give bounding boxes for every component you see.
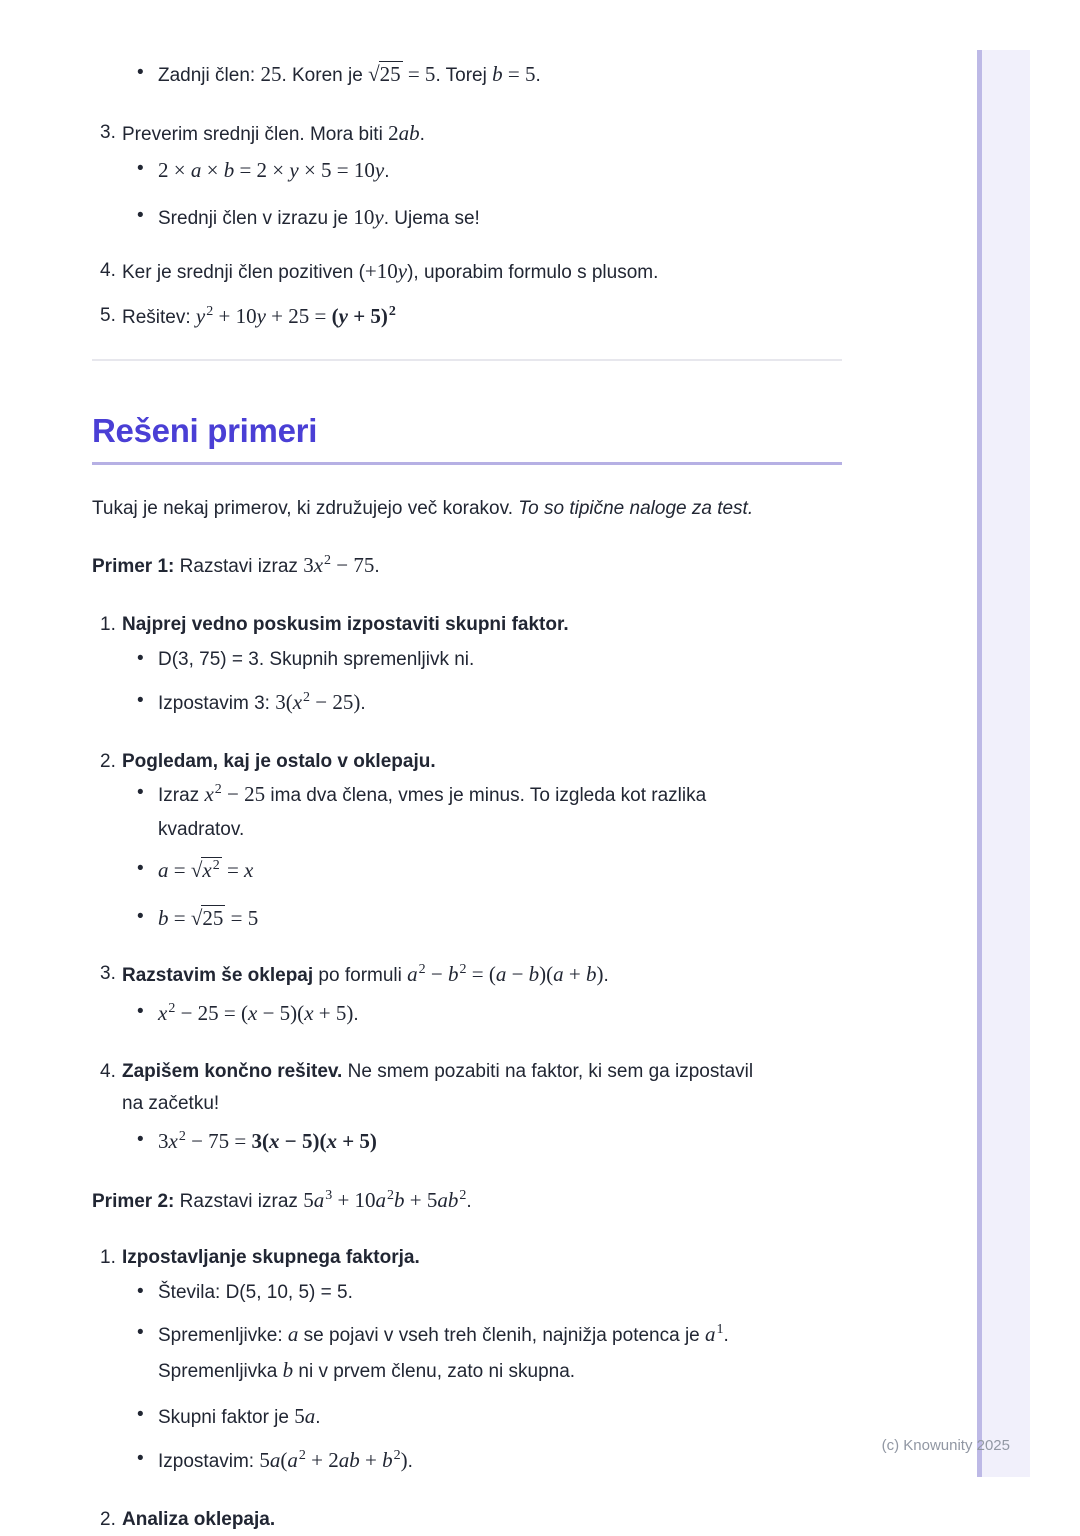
text-run: ), uporabim formulo s plusom.	[407, 262, 659, 283]
item-number: 5.	[100, 305, 116, 326]
item-text	[122, 751, 436, 772]
math-variable: y	[256, 304, 266, 328]
bold-superscript: 2	[388, 304, 396, 319]
item-text	[158, 1001, 359, 1025]
math-run: =	[168, 906, 191, 930]
superscript: 3	[325, 1188, 333, 1203]
math-run: 2 ×	[158, 158, 191, 182]
math-variable: y	[397, 259, 408, 283]
math-run: −	[425, 962, 448, 986]
bullet-icon: •	[137, 648, 144, 669]
list-item	[92, 644, 842, 676]
item-text	[122, 259, 659, 283]
text-run: Zadnji člen:	[158, 65, 261, 86]
math-run: +	[563, 962, 587, 986]
list-item	[92, 1444, 842, 1480]
bullet-icon: •	[137, 782, 144, 803]
math-run: − 75 =	[185, 1129, 252, 1153]
text-run: .	[603, 965, 609, 986]
math-run: + 2	[305, 1448, 339, 1472]
item-number: 2.	[100, 1509, 116, 1530]
math-run: (	[280, 1448, 288, 1472]
item-number: 1.	[100, 1247, 116, 1268]
bold-math-run: − 5)(	[279, 1129, 327, 1153]
bold-math-run: (	[331, 304, 339, 328]
sqrt-expression	[190, 858, 222, 882]
superscript: 2	[459, 1188, 467, 1203]
item-text	[122, 962, 609, 986]
math-run: 25	[202, 906, 224, 930]
math-variable: x	[168, 1129, 178, 1153]
text-run: Skupni faktor je	[158, 1407, 295, 1428]
content-column	[92, 46, 842, 1536]
bullet-icon: •	[137, 858, 144, 879]
list-item	[92, 1400, 842, 1434]
math-run: + 25 =	[265, 304, 332, 328]
item-text	[158, 649, 474, 670]
item-number: 3.	[100, 122, 116, 143]
bold-text-run: Izpostavljanje skupnega faktorja.	[122, 1247, 420, 1268]
item-text	[158, 1129, 377, 1153]
superscript: 2	[387, 1188, 395, 1203]
math-run: − 25 = (	[175, 1001, 249, 1025]
text-run: Izpostavim 3:	[158, 693, 276, 714]
text-run: .	[723, 1325, 729, 1346]
math-run: − 75	[331, 553, 375, 577]
text-run: Razstavi izraz	[174, 1191, 304, 1212]
math-variable: b	[528, 962, 540, 986]
superscript: 1	[716, 1322, 724, 1337]
bold-math-variable: x	[326, 1129, 337, 1153]
math-run: 25	[379, 62, 401, 86]
numbered-item	[92, 1504, 842, 1536]
math-run: −	[506, 962, 529, 986]
item-text	[158, 205, 480, 229]
text-run: se pojavi v vseh treh členih, najnižja potenca je	[298, 1325, 706, 1346]
superscript: 2	[178, 1129, 186, 1144]
math-run: × 5 = 10	[298, 158, 375, 182]
item-text	[158, 690, 366, 714]
math-run: − 25)	[310, 690, 361, 714]
math-variable: b	[492, 62, 503, 86]
text-run: Preverim srednji člen. Mora biti	[122, 124, 389, 145]
math-variable: y	[195, 304, 206, 328]
superscript: 2	[459, 962, 467, 977]
text-run: Tukaj je nekaj primerov, ki združujejo več korakov.	[92, 498, 519, 519]
math-run: + 5)	[313, 1001, 354, 1025]
text-run: .	[315, 1407, 321, 1428]
item-text	[158, 1282, 353, 1303]
text-run: .	[407, 1451, 413, 1472]
math-run: + 5	[404, 1188, 438, 1212]
math-variable: a	[375, 1188, 387, 1212]
bullet-icon: •	[137, 1001, 144, 1022]
numbered-item	[92, 1056, 842, 1120]
math-variable: a	[287, 1322, 299, 1346]
bold-text-run: Najprej vedno poskusim izpostaviti skupni faktor.	[122, 614, 569, 635]
bullet-icon: •	[137, 1448, 144, 1469]
math-run: = 5	[502, 62, 536, 86]
radical-sign: √	[190, 858, 203, 882]
math-variable: b	[447, 962, 459, 986]
bullet-icon: •	[137, 205, 144, 226]
text-run: po formuli	[313, 965, 408, 986]
bullet-icon: •	[137, 1404, 144, 1425]
list-item	[92, 1125, 842, 1161]
math-run: 3	[158, 1129, 169, 1153]
math-variable: a	[287, 1448, 298, 1472]
paragraph	[92, 549, 842, 585]
item-text	[158, 1404, 321, 1428]
item-text	[158, 1448, 413, 1472]
radical-sign: √	[368, 62, 380, 86]
math-run: = 5	[225, 906, 259, 930]
text-run: ima dva člena, vmes je minus. To izgleda kot razlika	[265, 785, 707, 806]
item-text	[158, 62, 541, 86]
bold-math-variable: x	[269, 1129, 280, 1153]
math-variable: x	[204, 782, 214, 806]
bold-text-run: Primer 2:	[92, 1191, 175, 1212]
item-text	[158, 858, 254, 882]
math-run: )(	[539, 962, 554, 986]
numbered-item	[92, 609, 842, 641]
text-run: Razstavi izraz	[174, 556, 304, 577]
sqrt-expression	[190, 906, 226, 930]
math-run: − 5)(	[257, 1001, 305, 1025]
item-number: 4.	[100, 1061, 116, 1082]
paragraph	[92, 1184, 842, 1220]
text-run: kvadratov.	[158, 819, 245, 840]
math-variable: ab	[398, 121, 420, 145]
bullet-icon: •	[137, 1322, 144, 1343]
text-run: . Ujema se!	[383, 208, 480, 229]
item-text	[92, 553, 380, 577]
math-variable: x	[158, 1001, 168, 1025]
item-text	[158, 158, 390, 182]
paragraph	[92, 493, 842, 525]
math-run: 5	[259, 1448, 270, 1472]
math-variable: b	[282, 1358, 294, 1382]
math-run: 5	[303, 1188, 314, 1212]
bullet-icon: •	[137, 690, 144, 711]
text-run: Srednji člen v izrazu je	[158, 208, 354, 229]
bold-text-run: Razstavim še oklepaj	[122, 965, 314, 986]
math-run: + 10	[213, 304, 257, 328]
text-run: .	[374, 556, 380, 577]
math-run: = (	[466, 962, 496, 986]
math-variable: x	[304, 1001, 314, 1025]
item-number: 4.	[100, 260, 116, 281]
text-run: .	[535, 65, 541, 86]
bold-text-run: Pogledam, kaj je ostalo v oklepaju.	[122, 751, 436, 772]
math-run: ×	[201, 158, 224, 182]
item-text	[122, 1247, 420, 1268]
bullet-icon: •	[137, 906, 144, 927]
radicand	[201, 905, 225, 930]
page-edge-strip	[977, 50, 1030, 1477]
superscript: 2	[168, 1001, 176, 1016]
superscript: 2	[393, 1448, 401, 1463]
math-variable: y	[374, 158, 385, 182]
bullet-icon: •	[137, 62, 144, 83]
math-run: = 2 ×	[234, 158, 290, 182]
text-run: . Torej	[435, 65, 493, 86]
text-run: Spremenljivka	[158, 1361, 283, 1382]
item-text	[158, 782, 707, 840]
math-variable: b	[158, 906, 169, 930]
bold-math-run: 3(	[251, 1129, 270, 1153]
text-run: Izraz	[158, 785, 205, 806]
numbered-item	[92, 300, 842, 336]
radicand	[201, 857, 221, 882]
superscript: 2	[324, 553, 332, 568]
math-run: =	[168, 858, 191, 882]
list-item	[92, 1318, 842, 1388]
math-run: + 10	[332, 1188, 376, 1212]
italic-text-run: To so tipične naloge za test.	[518, 498, 754, 519]
math-run: 5	[294, 1404, 305, 1428]
list-item	[92, 902, 842, 936]
text-run: na začetku!	[122, 1093, 220, 1114]
text-run: . Koren je	[281, 65, 369, 86]
list-item	[92, 686, 842, 722]
list-item	[92, 154, 842, 188]
superscript: 2	[214, 782, 222, 797]
list-item	[92, 997, 842, 1033]
math-run: 25	[260, 62, 282, 86]
bold-text-run: Zapišem končno rešitev.	[122, 1061, 343, 1082]
math-variable: a	[158, 858, 169, 882]
math-run: 3	[303, 553, 314, 577]
math-variable: b	[586, 962, 597, 986]
bullet-icon: •	[137, 158, 144, 179]
list-item	[92, 201, 842, 235]
math-variable: a	[495, 962, 507, 986]
bold-text-run: Primer 1:	[92, 556, 175, 577]
math-variable: a	[304, 1404, 316, 1428]
superscript: 2	[298, 1448, 306, 1463]
math-variable: x	[313, 553, 324, 577]
superscript: 2	[206, 304, 214, 319]
text-run: Ne smem pozabiti na faktor, ki sem ga izpostavil	[342, 1061, 754, 1082]
item-text	[158, 906, 259, 930]
math-run: 2	[388, 121, 399, 145]
bullet-icon: •	[137, 1129, 144, 1150]
math-variable: x	[292, 690, 303, 714]
math-run: )	[596, 962, 604, 986]
math-run: +10	[364, 259, 398, 283]
item-number: 3.	[100, 963, 116, 984]
math-variable: y	[289, 158, 299, 182]
heading-underline	[92, 462, 842, 465]
bold-math-run: + 5)	[336, 1129, 377, 1153]
item-text	[122, 614, 569, 635]
numbered-item	[92, 255, 842, 289]
list-item	[92, 58, 842, 92]
sqrt-expression	[368, 62, 403, 86]
math-variable: a	[190, 158, 202, 182]
item-text	[92, 498, 753, 519]
text-run: Ker je srednji člen pozitiven (	[122, 262, 365, 283]
section-divider	[92, 359, 842, 361]
math-variable: x	[248, 1001, 258, 1025]
math-variable: b	[382, 1448, 393, 1472]
list-item	[92, 1277, 842, 1309]
numbered-item	[92, 1242, 842, 1274]
text-run: Izpostavim:	[158, 1451, 260, 1472]
math-run: 10	[353, 205, 375, 229]
text-run: Rešitev:	[122, 307, 196, 328]
math-run: +	[359, 1448, 383, 1472]
text-run: .	[466, 1191, 472, 1212]
math-run: =	[221, 858, 245, 882]
bold-math-variable: y	[338, 304, 348, 328]
item-text	[92, 1188, 472, 1212]
numbered-item	[92, 746, 842, 778]
item-number: 2.	[100, 751, 116, 772]
math-variable: x	[244, 858, 254, 882]
text-run: .	[419, 124, 425, 145]
math-variable: x	[202, 858, 212, 882]
item-text	[122, 1061, 753, 1114]
text-run: .	[360, 693, 366, 714]
item-text	[158, 1322, 729, 1382]
text-run: .	[353, 1004, 359, 1025]
math-variable: ab	[437, 1188, 459, 1212]
math-variable: b	[394, 1188, 405, 1212]
radicand	[379, 61, 403, 86]
math-variable: y	[374, 205, 384, 229]
list-item	[92, 778, 842, 846]
text-run: ni v prvem členu, zato ni skupna.	[293, 1361, 576, 1382]
item-number: 1.	[100, 614, 116, 635]
list-item	[92, 854, 842, 890]
item-text	[122, 121, 425, 145]
superscript: 2	[212, 858, 220, 873]
math-variable: a	[705, 1322, 716, 1346]
page-title: Rešeni primeri	[92, 412, 318, 449]
math-variable: a	[269, 1448, 281, 1472]
bullet-icon: •	[137, 1281, 144, 1302]
text-run: .	[384, 161, 390, 182]
numbered-item	[92, 117, 842, 151]
math-run: 3(	[275, 690, 293, 714]
math-run: )	[400, 1448, 408, 1472]
math-run: − 25	[221, 782, 266, 806]
math-variable: a	[313, 1188, 325, 1212]
math-variable: ab	[338, 1448, 360, 1472]
math-run: = 5	[402, 62, 436, 86]
superscript: 2	[303, 690, 311, 705]
math-variable: a	[553, 962, 564, 986]
bold-text-run: Analiza oklepaja.	[122, 1509, 276, 1530]
watermark: (c) Knowunity 2025	[881, 1437, 1010, 1454]
numbered-item	[92, 958, 842, 994]
item-text	[122, 304, 396, 328]
text-run: D(3, 75) = 3. Skupnih spremenljivk ni.	[158, 649, 475, 670]
math-variable: a	[407, 962, 418, 986]
radical-sign: √	[190, 906, 203, 930]
text-run: Števila: D(5, 10, 5) = 5.	[158, 1282, 353, 1303]
superscript: 2	[418, 962, 426, 977]
item-text	[122, 1509, 275, 1530]
math-variable: b	[223, 158, 235, 182]
bold-math-run: + 5)	[347, 304, 388, 328]
text-run: Spremenljivke:	[158, 1325, 288, 1346]
